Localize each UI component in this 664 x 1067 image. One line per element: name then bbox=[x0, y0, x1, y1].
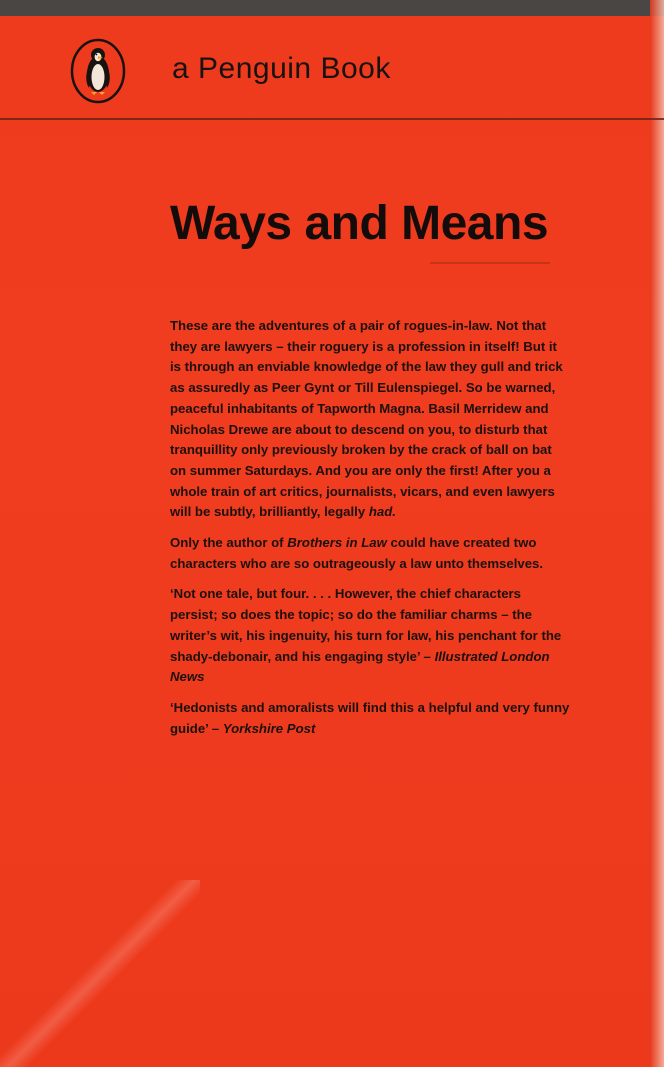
book-title: Ways and Means bbox=[170, 197, 549, 250]
cover-header bbox=[0, 16, 664, 120]
review-quote-2-text: ‘Hedonists and amoralists will find this a helpful and very funny guide’ – bbox=[170, 699, 570, 736]
blurb-text bbox=[170, 316, 570, 749]
review-quote-1 bbox=[170, 584, 570, 688]
cover-right-edge bbox=[650, 0, 664, 1067]
review-quote-1-source: Illustrated London News bbox=[170, 648, 550, 685]
blurb-p2-text: Only the author of bbox=[170, 535, 288, 551]
review-quote-1-text: ‘Not one tale, but four. . . . However, the chief characters persist; so does the topic; so do the familiar charms – the writer’s wit, his ingenuity, his turn for law, his penchant for the shady-debonair, and his engaging style’ – bbox=[170, 586, 562, 664]
header-divider bbox=[0, 118, 664, 120]
review-quote-2-source: Yorkshire Post bbox=[222, 720, 316, 736]
blurb-paragraph-2 bbox=[170, 533, 570, 574]
cover-top-edge bbox=[0, 0, 664, 16]
blurb-paragraph-1 bbox=[170, 316, 570, 523]
review-quote-2 bbox=[170, 698, 570, 739]
penguin-logo-icon bbox=[70, 38, 126, 104]
blurb-p2-book-title: Brothers in Law bbox=[287, 535, 387, 551]
cover-crease bbox=[0, 880, 200, 1067]
imprint-label: a Penguin Book bbox=[172, 52, 391, 85]
blurb-p1-text: These are the adventures of a pair of rogues-in-law. Not that they are lawyers – their roguery is a profession in itself! But it is through an enviable knowledge of the law they gull and trick as assuredly as Peer Gynt or Till Eulenspiegel. So be warned, peaceful inhabitants of Tapworth Magna. Basil Merridew and Nicholas Drewe are about to descend on you, to disturb that tranquillity only previously broken by the crack of ball on bat on summer Saturdays. And you are only the first! After you a whole train of art critics, journalists, vicars, and even lawyers will be subtly, brilliantly, legally bbox=[170, 318, 563, 520]
title-mark bbox=[430, 262, 550, 264]
blurb-p2-text-end: could have created two characters who are so outrageously a law unto themselves. bbox=[170, 535, 544, 571]
blurb-p1-italic: had. bbox=[368, 504, 396, 520]
